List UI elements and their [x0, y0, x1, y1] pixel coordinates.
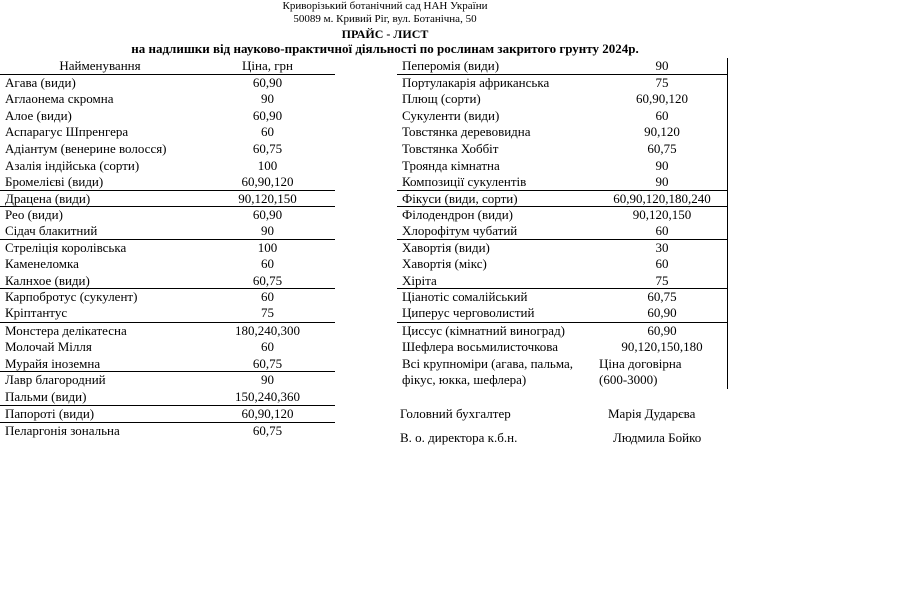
- item-name: Хавортія (види): [402, 240, 490, 255]
- item-name: Портулакарія африканська: [402, 75, 550, 90]
- item-price: 90,120,150: [238, 191, 297, 206]
- item-price: 90: [261, 91, 274, 106]
- item-name: Пеларгонія зональна: [5, 423, 120, 438]
- item-price: 90: [261, 372, 274, 387]
- document-title: ПРАЙС - ЛИСТ: [341, 27, 429, 41]
- item-name: Аглаонема скромна: [5, 91, 114, 106]
- item-name: Каменеломка: [5, 256, 79, 271]
- row-separator: [0, 322, 335, 323]
- item-name: Троянда кімнатна: [402, 158, 500, 173]
- table-row: [397, 91, 727, 107]
- item-price: 60,90,120,180,240: [613, 191, 711, 206]
- item-price: 60,90: [252, 108, 283, 123]
- row-separator: [0, 371, 335, 372]
- director-role: В. о. директора к.б.н.: [400, 430, 518, 445]
- item-price: 75: [261, 305, 274, 320]
- table-row: [0, 158, 335, 174]
- table-row: [0, 141, 335, 157]
- item-price: 60: [655, 223, 669, 238]
- item-price: 90: [655, 158, 669, 173]
- item-name: Молочай Мілля: [5, 339, 92, 354]
- table-row: [0, 356, 335, 372]
- column-header-name: Найменування: [59, 58, 141, 73]
- item-name: Сукуленти (види): [402, 108, 500, 123]
- row-separator: [0, 239, 335, 240]
- accountant-role: Головний бухгалтер: [400, 406, 511, 421]
- item-name: Стреліція королівська: [5, 240, 127, 255]
- table-row: [397, 240, 727, 256]
- director-name: Людмила Бойко: [613, 430, 702, 445]
- table-row: [0, 406, 335, 422]
- item-name: Бромелієві (види): [5, 174, 104, 189]
- item-name: Алое (види): [5, 108, 72, 123]
- table-row: [397, 273, 727, 289]
- item-price: 60: [655, 256, 669, 271]
- item-price: 60,90,120: [241, 174, 294, 189]
- table-row: [0, 256, 335, 272]
- item-name: Ціанотіс сомалійський: [402, 289, 528, 304]
- item-price: 60,90: [252, 75, 283, 90]
- item-price: 60,75: [647, 141, 677, 156]
- table-row: [0, 223, 335, 239]
- table-row: [0, 91, 335, 107]
- item-name: Агава (види): [5, 75, 76, 90]
- row-separator: [0, 190, 335, 191]
- item-name: Калнхое (види): [5, 273, 90, 288]
- item-price: 90: [655, 174, 669, 189]
- table-row: [397, 58, 727, 74]
- table-row: [0, 289, 335, 305]
- document-subtitle: на надлишки від науково-практичної діяльності по рослинам закритого грунту 2024р.: [131, 41, 639, 56]
- table-row: [0, 273, 335, 289]
- item-price: 30: [655, 240, 669, 255]
- row-separator: [397, 322, 728, 323]
- item-name: Хавортія (мікс): [402, 256, 487, 271]
- organization-name: Криворізький ботанічний сад НАН України: [282, 0, 488, 12]
- table-row: [0, 191, 335, 207]
- table-row: [0, 240, 335, 256]
- table-row: [397, 191, 727, 207]
- table-row: [0, 207, 335, 223]
- item-price: 90,120,150,180: [621, 339, 703, 354]
- item-name: Папороті (види): [5, 406, 95, 421]
- table-row: [397, 75, 727, 91]
- item-name: Сідач блакитний: [5, 223, 98, 238]
- item-price: 60: [261, 289, 274, 304]
- table-row: [0, 339, 335, 355]
- left-table-header: [0, 58, 335, 74]
- item-price: 100: [257, 240, 278, 255]
- table-row: [397, 141, 727, 157]
- item-price: 60,75: [252, 423, 283, 438]
- table-row: [397, 124, 727, 140]
- item-price: 60: [261, 339, 274, 354]
- table-row: [397, 207, 727, 223]
- organization-address: 50089 м. Кривий Ріг, вул. Ботанічна, 50: [293, 13, 477, 25]
- item-price: 60: [261, 124, 274, 139]
- bulk-plants-price-line1: Ціна договірна: [599, 356, 682, 371]
- table-row: [397, 305, 727, 321]
- table-row: [0, 372, 335, 388]
- item-price: 90,120,150: [632, 207, 692, 222]
- item-name: Рео (види): [5, 207, 63, 222]
- item-name: Циссус (кімнатний виноград): [402, 323, 566, 338]
- item-price: 100: [257, 158, 278, 173]
- bulk-plants-price: [599, 356, 727, 388]
- table-row: [0, 305, 335, 321]
- row-separator: [0, 74, 335, 75]
- table-row: [0, 174, 335, 190]
- item-name: Хлорофітум чубатий: [402, 223, 518, 238]
- item-price: 90: [261, 223, 274, 238]
- row-separator: [397, 74, 728, 75]
- item-price: 60,90: [647, 305, 677, 320]
- item-price: 60: [655, 108, 669, 123]
- item-price: 60,90: [647, 323, 677, 338]
- item-name: Шефлера восьмилисточкова: [402, 339, 558, 354]
- item-price: 60,90: [252, 207, 283, 222]
- item-price: 60,75: [252, 141, 283, 156]
- item-price: 75: [655, 75, 669, 90]
- table-row: [0, 389, 335, 405]
- table-row: [397, 323, 727, 339]
- item-name: Філодендрон (види): [402, 207, 513, 222]
- bulk-plants-price-line2: (600-3000): [599, 372, 658, 387]
- item-name: Аспарагус Шпренгера: [5, 124, 129, 139]
- table-row: [397, 108, 727, 124]
- item-name: Композиції сукулентів: [402, 174, 527, 189]
- table-row: [397, 289, 727, 305]
- item-name: Фікуси (види, сорти): [402, 191, 518, 206]
- item-price: 75: [655, 273, 669, 288]
- item-price: 60: [261, 256, 274, 271]
- item-name: Циперус черговолистий: [402, 305, 535, 320]
- item-name: Адіантум (венерине волосся): [5, 141, 167, 156]
- row-separator: [397, 190, 728, 191]
- table-row: [0, 108, 335, 124]
- item-name: Монстера делікатесна: [5, 323, 127, 338]
- bulk-plants-name: [402, 356, 602, 388]
- item-price: 90: [655, 58, 669, 73]
- bulk-plants-name-line1: Всі крупноміри (агава, пальма,: [402, 356, 574, 371]
- item-name: Пальми (види): [5, 389, 87, 404]
- row-separator: [0, 405, 335, 406]
- table-row: [0, 423, 335, 439]
- item-price: 60,90,120: [636, 91, 688, 106]
- item-price: 60,75: [647, 289, 677, 304]
- item-name: Азалія індійська (сорти): [5, 158, 140, 173]
- row-separator: [397, 239, 728, 240]
- row-separator: [397, 206, 728, 207]
- item-name: Пеперомія (види): [402, 58, 500, 73]
- bulk-plants-name-line2: фікус, юкка, шефлера): [402, 372, 527, 387]
- table-row: [0, 124, 335, 140]
- table-row: [397, 158, 727, 174]
- item-name: Мурайя іноземна: [5, 356, 101, 371]
- item-price: 60,90,120: [241, 406, 294, 421]
- item-name: Кріптантус: [5, 305, 68, 320]
- row-separator: [0, 422, 335, 423]
- table-row: [397, 256, 727, 272]
- item-price: 150,240,360: [235, 389, 300, 404]
- row-separator: [0, 288, 335, 289]
- accountant-name: Марія Дударєва: [608, 406, 696, 421]
- item-price: 60,75: [252, 356, 283, 371]
- table-row: [0, 323, 335, 339]
- item-name: Карпобротус (сукулент): [5, 289, 138, 304]
- item-price: 60,75: [252, 273, 283, 288]
- table-row: [397, 174, 727, 190]
- item-name: Драцена (види): [5, 191, 91, 206]
- item-name: Лавр благородний: [5, 372, 106, 387]
- table-row: [397, 223, 727, 239]
- column-header-price: Ціна, грн: [241, 58, 294, 73]
- item-name: Плющ (сорти): [402, 91, 481, 106]
- row-separator: [397, 288, 728, 289]
- row-separator: [0, 206, 335, 207]
- table-right-border: [727, 58, 728, 389]
- item-price: 180,240,300: [235, 323, 300, 338]
- item-price: 90,120: [644, 124, 680, 139]
- table-row: [397, 339, 727, 355]
- item-name: Хіріта: [402, 273, 437, 288]
- item-name: Товстянка Хоббіт: [402, 141, 499, 156]
- item-name: Товстянка деревовидна: [402, 124, 531, 139]
- table-row: [0, 75, 335, 91]
